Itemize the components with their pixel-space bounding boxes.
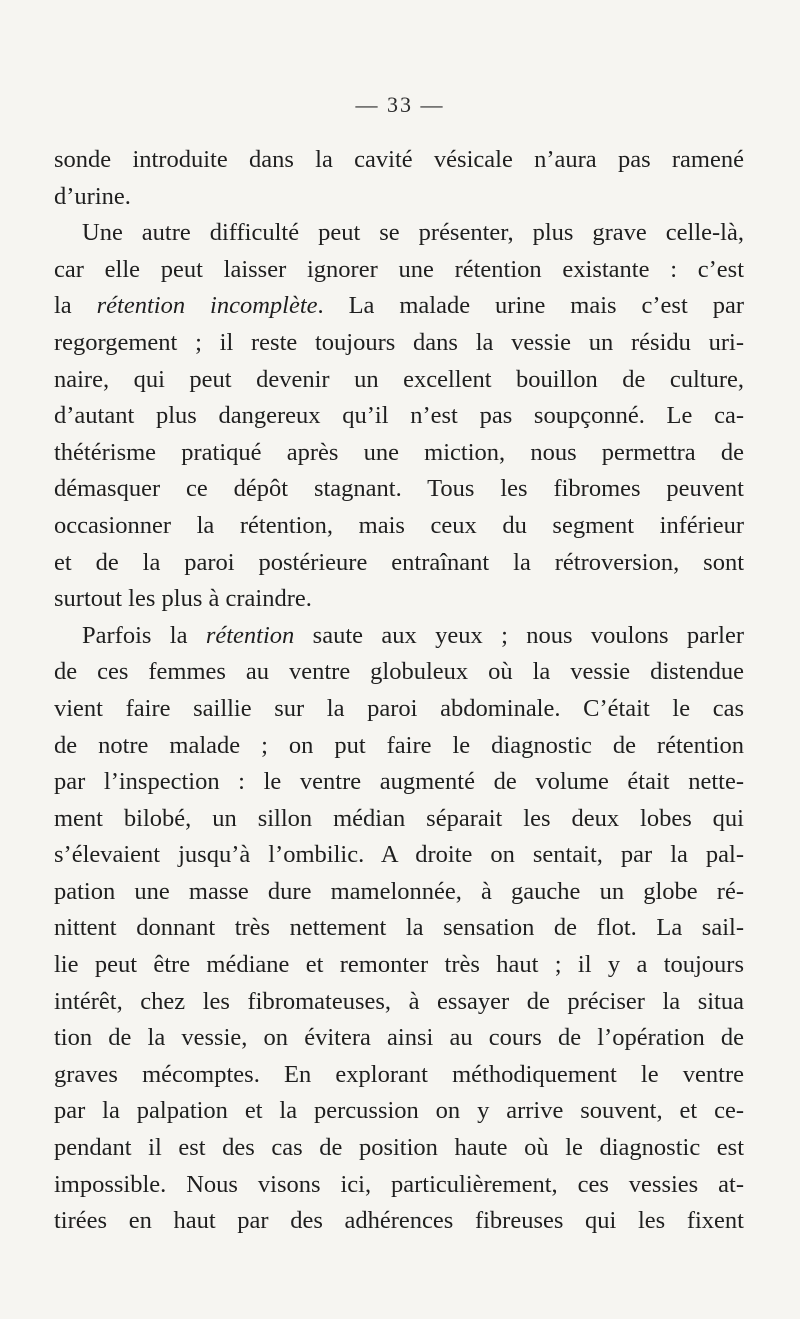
text-line: impossible. Nous visons ici, particulièrement, ces vessies at-	[54, 1170, 744, 1198]
text-line: intérêt, chez les fibromateuses, à essayer de préciser la situa	[54, 987, 744, 1015]
text-line: tirées en haut par des adhérences fibreuses qui les fixent	[54, 1207, 744, 1235]
text-line: et de la paroi postérieure entraînant la rétroversion, sont	[54, 548, 744, 576]
text-line: sonde introduite dans la cavité vésicale n’aura pas ramené	[54, 146, 744, 173]
text-line: lie peut être médiane et remonter très haut ; il y a toujours	[54, 951, 744, 979]
text-line: tion de la vessie, on évitera ainsi au cours de l’opération de	[54, 1024, 744, 1052]
text-line: car elle peut laisser ignorer une rétention existante : c’est	[54, 255, 744, 283]
text-line	[54, 618, 744, 655]
text-line: nittent donnant très nettement la sensation de flot. La sail-	[54, 914, 744, 942]
text-segment: la	[54, 292, 97, 320]
text-line: de ces femmes au ventre globuleux où la vessie distendue	[54, 658, 744, 686]
text-line: occasionner la rétention, mais ceux du segment inférieur	[54, 511, 744, 539]
text-line: démasquer ce dépôt stagnant. Tous les fibromes peuvent	[54, 475, 744, 503]
text-line: d’urine.	[54, 182, 131, 210]
text-line: Une autre difficulté peut se présenter, plus grave celle-là,	[82, 219, 744, 247]
text-line: graves mécomptes. En explorant méthodiquement le ventre	[54, 1060, 744, 1088]
italic-term: rétention incomplète	[96, 292, 318, 320]
page-number: — 33 —	[355, 92, 445, 117]
text-line: par la palpation et la percussion on y arrive souvent, et ce-	[54, 1097, 744, 1125]
text-line: par l’inspection : le ventre augmenté de volume était nette-	[54, 768, 744, 796]
text-line: d’autant plus dangereux qu’il n’est pas soupçonné. Le ca-	[54, 402, 744, 430]
text-line: thétérisme pratiqué après une miction, nous permettra de	[54, 438, 744, 466]
text-line: regorgement ; il reste toujours dans la vessie un résidu uri-	[54, 328, 744, 356]
text-line: naire, qui peut devenir un excellent bouillon de culture,	[54, 365, 744, 393]
body-text	[54, 142, 744, 1240]
text-segment: Parfois la	[82, 621, 206, 649]
text-segment: saute aux yeux ; nous voulons parler	[294, 621, 744, 649]
text-line: de notre malade ; on put faire le diagnostic de rétention	[54, 731, 744, 759]
text-line	[54, 288, 744, 325]
text-line: s’élevaient jusqu’à l’ombilic. A droite on sentait, par la pal-	[54, 841, 744, 869]
text-line: pation une masse dure mamelonnée, à gauche un globe ré-	[54, 877, 744, 905]
text-line: pendant il est des cas de position haute où le diagnostic est	[54, 1134, 744, 1162]
text-line: surtout les plus à craindre.	[54, 585, 312, 613]
text-line: vient faire saillie sur la paroi abdominale. C’était le cas	[54, 694, 744, 722]
text-segment: . La malade urine mais c’est par	[317, 292, 744, 320]
italic-term: rétention	[205, 621, 295, 649]
text-line: ment bilobé, un sillon médian séparait les deux lobes qui	[54, 804, 744, 832]
